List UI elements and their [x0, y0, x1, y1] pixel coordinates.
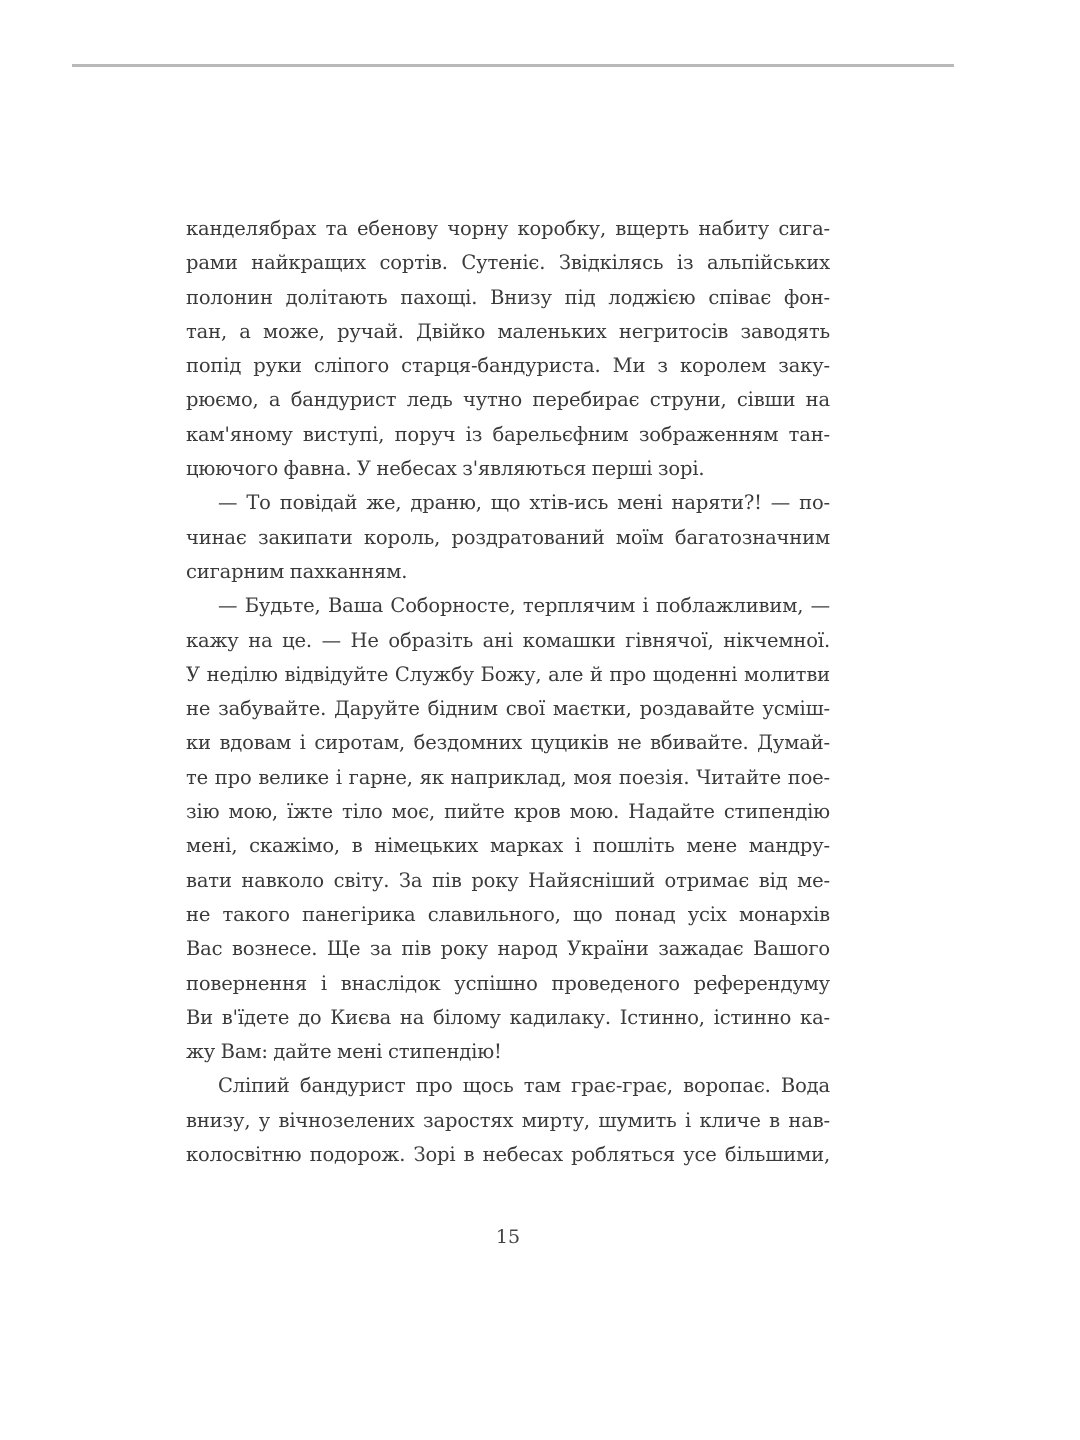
text-line: повернення і внаслідок успішно проведеного референдуму [186, 971, 830, 995]
text-line: сигарним пахканням. [186, 559, 408, 583]
text-line: рюємо, а бандурист ледь чутно перебирає струни, сівши на [186, 388, 830, 412]
text-line: полонин долітають пахощі. Внизу під лоджією співає фон- [186, 285, 830, 309]
text-line: кам'яному виступі, поруч із барельєфним зображенням тан- [186, 422, 830, 446]
text-line: Вас вознесе. Ще за пів року народ України зажадає Вашого [186, 937, 830, 961]
text-line: цюючого фавна. У небесах з'являються перші зорі. [186, 457, 705, 481]
text-line: не забувайте. Даруйте бідним свої маєтки, роздавайте усміш- [186, 697, 830, 721]
text-line: — То повідай же, дрaню, що хтів-ись мені наряти?! — по- [218, 491, 830, 515]
top-divider-rule [72, 64, 954, 67]
text-line: ки вдовам і сиротам, бездомних цуциків не вбивайте. Думай- [186, 731, 830, 755]
page-body-text [186, 212, 830, 1172]
text-line: Ви в'їдете до Києва на білому кадилаку. Істинно, істинно ка- [186, 1005, 830, 1029]
text-line: колосвітню подорож. Зорі в небесах робляться усе більшими, [186, 1143, 830, 1167]
text-line: не такого панегірика славильного, що понад усіх монархів [186, 902, 830, 926]
text-line: те про велике і гарне, як наприклад, моя поезія. Читайте пое- [186, 765, 830, 789]
text-line: мені, скажімо, в німецьких марках і пошліть мене мандру- [186, 834, 830, 858]
text-line: чинає закипати король, роздратований моїм багатозначним [186, 525, 830, 549]
text-line: зію мою, їжте тіло моє, пийте кров мою. Надайте стипендію [186, 800, 830, 824]
text-line: жу Вам: дайте мені стипендію! [186, 1040, 502, 1064]
text-line: У неділю відвідуйте Службу Божу, але й про щоденні молитви [186, 662, 830, 686]
text-line: вати навколо світу. За пів року Найясніший отримає від ме- [186, 868, 830, 892]
text-line: — Будьте, Ваша Соборносте, терплячим і поблажливим, — [218, 594, 830, 618]
text-line: рами найкращих сортів. Сутеніє. Звідкілясь із альпійських [186, 251, 830, 275]
text-line: попід руки сліпого старця-бандуриста. Ми з королем заку- [186, 354, 830, 378]
text-line: тан, а може, ручай. Двійко маленьких негритосів заводять [186, 319, 830, 343]
page-number: 15 [495, 1226, 521, 1248]
text-line: кажу на це. — Не образіть ані комашки гівнячої, нікчемної. [186, 628, 830, 652]
text-line: канделябрах та ебенову чорну коробку, вщерть набиту сига- [186, 217, 830, 240]
text-line: внизу, у вічнозелених заростях мирту, шумить і кличе в нав- [186, 1108, 830, 1132]
text-line: Сліпий бандурист про щось там грає-грає, воропає. Вода [218, 1074, 830, 1098]
